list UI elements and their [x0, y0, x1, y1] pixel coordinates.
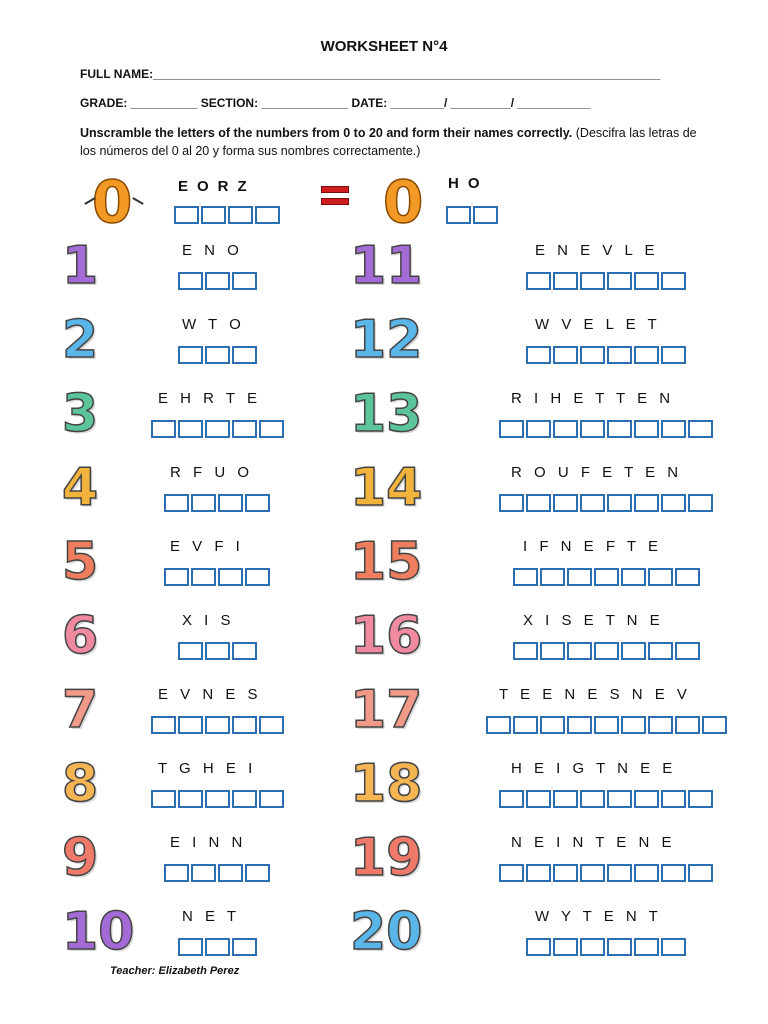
example-boxes-right[interactable] [446, 206, 500, 224]
number-digit: 20 [350, 902, 423, 962]
answer-boxes[interactable] [499, 864, 715, 882]
letter-box[interactable] [607, 938, 632, 956]
letter-box[interactable] [513, 642, 538, 660]
answer-boxes[interactable] [151, 716, 286, 734]
number-character-8 [62, 756, 98, 812]
scrambled-letters: N E I N T E N E [511, 834, 676, 851]
letter-box[interactable] [594, 642, 619, 660]
letter-box[interactable] [526, 272, 551, 290]
letter-box[interactable] [164, 864, 189, 882]
letter-box[interactable] [245, 568, 270, 586]
answer-boxes[interactable] [499, 420, 715, 438]
scrambled-letters: N E T [182, 908, 241, 925]
letter-box[interactable] [499, 494, 524, 512]
number-character-19 [350, 830, 422, 886]
letter-box[interactable] [688, 494, 713, 512]
number-digit: 9 [62, 828, 99, 888]
answer-boxes[interactable] [164, 864, 272, 882]
letter-box[interactable] [473, 206, 498, 224]
number-character-5 [62, 534, 98, 590]
letter-box[interactable] [567, 716, 592, 734]
answer-boxes[interactable] [178, 272, 259, 290]
letter-box[interactable] [245, 864, 270, 882]
letter-box[interactable] [164, 568, 189, 586]
letter-box[interactable] [205, 716, 230, 734]
letter-box[interactable] [634, 272, 659, 290]
number-digit: 12 [350, 310, 423, 370]
letter-box[interactable] [205, 790, 230, 808]
number-digit: 15 [350, 532, 423, 592]
letter-box[interactable] [688, 864, 713, 882]
letter-box[interactable] [594, 716, 619, 734]
letter-box[interactable] [178, 716, 203, 734]
letter-box[interactable] [526, 420, 551, 438]
letter-box[interactable] [553, 790, 578, 808]
letter-box[interactable] [580, 272, 605, 290]
letter-box[interactable] [205, 272, 230, 290]
scrambled-letters: X I S E T N E [523, 612, 664, 629]
letter-box[interactable] [191, 864, 216, 882]
answer-boxes[interactable] [164, 494, 272, 512]
scrambled-letters: E I N N [170, 834, 247, 851]
scrambled-letters: E V F I [170, 538, 244, 555]
letter-box[interactable] [634, 938, 659, 956]
letter-box[interactable] [151, 790, 176, 808]
letter-box[interactable] [218, 494, 243, 512]
number-digit: 14 [350, 458, 423, 518]
letter-box[interactable] [621, 568, 646, 586]
letter-box[interactable] [178, 642, 203, 660]
answer-boxes[interactable] [499, 494, 715, 512]
letter-box[interactable] [499, 790, 524, 808]
letter-box[interactable] [218, 568, 243, 586]
equal-sign-icon [321, 186, 349, 210]
scrambled-letters: W T O [182, 316, 245, 333]
letter-box[interactable] [232, 938, 257, 956]
letter-box[interactable] [178, 420, 203, 438]
number-character-13 [350, 386, 422, 442]
letter-box[interactable] [567, 568, 592, 586]
answer-boxes[interactable] [178, 346, 259, 364]
letter-box[interactable] [526, 494, 551, 512]
number-digit: 5 [62, 532, 99, 592]
number-character-7 [62, 682, 98, 738]
scrambled-letters: W V E L E T [535, 316, 661, 333]
letter-box[interactable] [553, 346, 578, 364]
letter-box[interactable] [446, 206, 471, 224]
letter-box[interactable] [178, 938, 203, 956]
letter-box[interactable] [648, 568, 673, 586]
number-character-16 [350, 608, 422, 664]
letter-box[interactable] [259, 790, 284, 808]
letter-box[interactable] [205, 346, 230, 364]
letter-box[interactable] [218, 864, 243, 882]
letter-box[interactable] [607, 494, 632, 512]
instructions-spanish: (Descifra las letras de los números del 0 al 20 y forma sus nombres correctamente.) [80, 126, 697, 158]
number-character-12 [350, 312, 422, 368]
number-digit: 4 [62, 458, 99, 518]
answer-boxes[interactable] [526, 272, 688, 290]
letter-box[interactable] [205, 642, 230, 660]
letter-box[interactable] [648, 716, 673, 734]
teacher-credit: Teacher: Elizabeth Perez [110, 965, 240, 977]
letter-box[interactable] [553, 272, 578, 290]
letter-box[interactable] [675, 568, 700, 586]
letter-box[interactable] [259, 420, 284, 438]
example-zero-character-left: 0 [92, 168, 133, 236]
letter-box[interactable] [607, 420, 632, 438]
letter-box[interactable] [607, 790, 632, 808]
letter-box[interactable] [178, 346, 203, 364]
letter-box[interactable] [499, 864, 524, 882]
number-digit: 10 [62, 902, 135, 962]
letter-box[interactable] [178, 790, 203, 808]
number-character-11 [350, 238, 422, 294]
answer-boxes[interactable] [151, 420, 286, 438]
number-digit: 19 [350, 828, 423, 888]
letter-box[interactable] [675, 642, 700, 660]
number-digit: 18 [350, 754, 423, 814]
letter-box[interactable] [232, 272, 257, 290]
letter-box[interactable] [607, 346, 632, 364]
number-digit: 13 [350, 384, 423, 444]
letter-box[interactable] [594, 568, 619, 586]
letter-box[interactable] [201, 206, 226, 224]
number-digit: 3 [62, 384, 99, 444]
example-zero-character-right: 0 [383, 168, 424, 236]
letter-box[interactable] [540, 716, 565, 734]
number-character-17 [350, 682, 422, 738]
number-character-2 [62, 312, 98, 368]
zero-arm-right [132, 197, 143, 205]
letter-box[interactable] [255, 206, 280, 224]
letter-box[interactable] [661, 864, 686, 882]
answer-boxes[interactable] [526, 938, 688, 956]
letter-box[interactable] [232, 716, 257, 734]
example-letters-left: EORZ [178, 178, 256, 195]
answer-boxes[interactable] [486, 716, 729, 734]
letter-box[interactable] [661, 420, 686, 438]
letter-box[interactable] [191, 568, 216, 586]
letter-box[interactable] [191, 494, 216, 512]
letter-box[interactable] [259, 716, 284, 734]
letter-box[interactable] [553, 494, 578, 512]
letter-box[interactable] [499, 420, 524, 438]
answer-boxes[interactable] [178, 938, 259, 956]
letter-box[interactable] [580, 864, 605, 882]
scrambled-letters: I F N E F T E [523, 538, 662, 555]
scrambled-letters: H E I G T N E E [511, 760, 677, 777]
answer-boxes[interactable] [151, 790, 286, 808]
letter-box[interactable] [648, 642, 673, 660]
page-title: WORKSHEET N°4 [320, 38, 448, 55]
number-character-9 [62, 830, 98, 886]
number-digit: 11 [350, 236, 423, 296]
scrambled-letters: E H R T E [158, 390, 261, 407]
letter-box[interactable] [205, 420, 230, 438]
letter-box[interactable] [553, 420, 578, 438]
number-character-15 [350, 534, 422, 590]
number-character-1 [62, 238, 98, 294]
letter-box[interactable] [661, 790, 686, 808]
letter-box[interactable] [580, 494, 605, 512]
letter-box[interactable] [526, 938, 551, 956]
letter-box[interactable] [634, 864, 659, 882]
answer-boxes[interactable] [513, 642, 702, 660]
letter-box[interactable] [232, 642, 257, 660]
scrambled-letters: T G H E I [158, 760, 257, 777]
letter-box[interactable] [232, 420, 257, 438]
letter-box[interactable] [178, 272, 203, 290]
scrambled-letters: X I S [182, 612, 235, 629]
letter-box[interactable] [621, 642, 646, 660]
example-letters-right: HO [448, 175, 489, 192]
letter-box[interactable] [513, 568, 538, 586]
letter-box[interactable] [580, 938, 605, 956]
letter-box[interactable] [675, 716, 700, 734]
number-character-10 [62, 904, 134, 960]
number-digit: 6 [62, 606, 99, 666]
letter-box[interactable] [205, 938, 230, 956]
letter-box[interactable] [486, 716, 511, 734]
instructions [80, 124, 710, 160]
answer-boxes[interactable] [513, 568, 702, 586]
letter-box[interactable] [661, 938, 686, 956]
scrambled-letters: E N E V L E [535, 242, 659, 259]
number-character-3 [62, 386, 98, 442]
letter-box[interactable] [634, 494, 659, 512]
letter-box[interactable] [607, 864, 632, 882]
number-digit: 16 [350, 606, 423, 666]
letter-box[interactable] [580, 790, 605, 808]
number-digit: 1 [62, 236, 99, 296]
scrambled-letters: R I H E T T E N [511, 390, 675, 407]
letter-box[interactable] [702, 716, 727, 734]
number-character-14 [350, 460, 422, 516]
letter-box[interactable] [232, 790, 257, 808]
answer-boxes[interactable] [178, 642, 259, 660]
grade-section-date-line[interactable]: GRADE: __________ SECTION: _____________ DATE: ________/ _________/ ___________ [80, 96, 591, 110]
number-character-20 [350, 904, 422, 960]
number-character-6 [62, 608, 98, 664]
answer-boxes[interactable] [164, 568, 272, 586]
letter-box[interactable] [228, 206, 253, 224]
number-digit: 17 [350, 680, 423, 740]
letter-box[interactable] [634, 346, 659, 364]
letter-box[interactable] [607, 272, 632, 290]
scrambled-letters: T E E N E S N E V [499, 686, 691, 703]
letter-box[interactable] [634, 790, 659, 808]
letter-box[interactable] [245, 494, 270, 512]
letter-box[interactable] [634, 420, 659, 438]
answer-boxes[interactable] [526, 346, 688, 364]
letter-box[interactable] [151, 420, 176, 438]
letter-box[interactable] [661, 494, 686, 512]
letter-box[interactable] [164, 494, 189, 512]
scrambled-letters: E V N E S [158, 686, 262, 703]
scrambled-letters: R F U O [170, 464, 253, 481]
letter-box[interactable] [621, 716, 646, 734]
letter-box[interactable] [232, 346, 257, 364]
letter-box[interactable] [661, 346, 686, 364]
scrambled-letters: W Y T E N T [535, 908, 662, 925]
letter-box[interactable] [526, 864, 551, 882]
instructions-english: Unscramble the letters of the numbers from 0 to 20 and form their names correctly. [80, 126, 573, 140]
number-digit: 7 [62, 680, 99, 740]
letter-box[interactable] [661, 272, 686, 290]
full-name-field[interactable]: FULL NAME:____________________________________________________________________________ [80, 67, 661, 81]
letter-box[interactable] [540, 568, 565, 586]
letter-box[interactable] [526, 790, 551, 808]
number-digit: 2 [62, 310, 99, 370]
scrambled-letters: R O U F E T E N [511, 464, 683, 481]
number-character-4 [62, 460, 98, 516]
letter-box[interactable] [688, 790, 713, 808]
letter-box[interactable] [174, 206, 199, 224]
letter-box[interactable] [513, 716, 538, 734]
example-boxes-left[interactable] [174, 206, 282, 224]
letter-box[interactable] [580, 420, 605, 438]
letter-box[interactable] [151, 716, 176, 734]
letter-box[interactable] [688, 420, 713, 438]
letter-box[interactable] [553, 864, 578, 882]
letter-box[interactable] [567, 642, 592, 660]
letter-box[interactable] [526, 346, 551, 364]
letter-box[interactable] [580, 346, 605, 364]
number-digit: 8 [62, 754, 99, 814]
number-character-18 [350, 756, 422, 812]
letter-box[interactable] [553, 938, 578, 956]
scrambled-letters: E N O [182, 242, 243, 259]
letter-box[interactable] [540, 642, 565, 660]
answer-boxes[interactable] [499, 790, 715, 808]
